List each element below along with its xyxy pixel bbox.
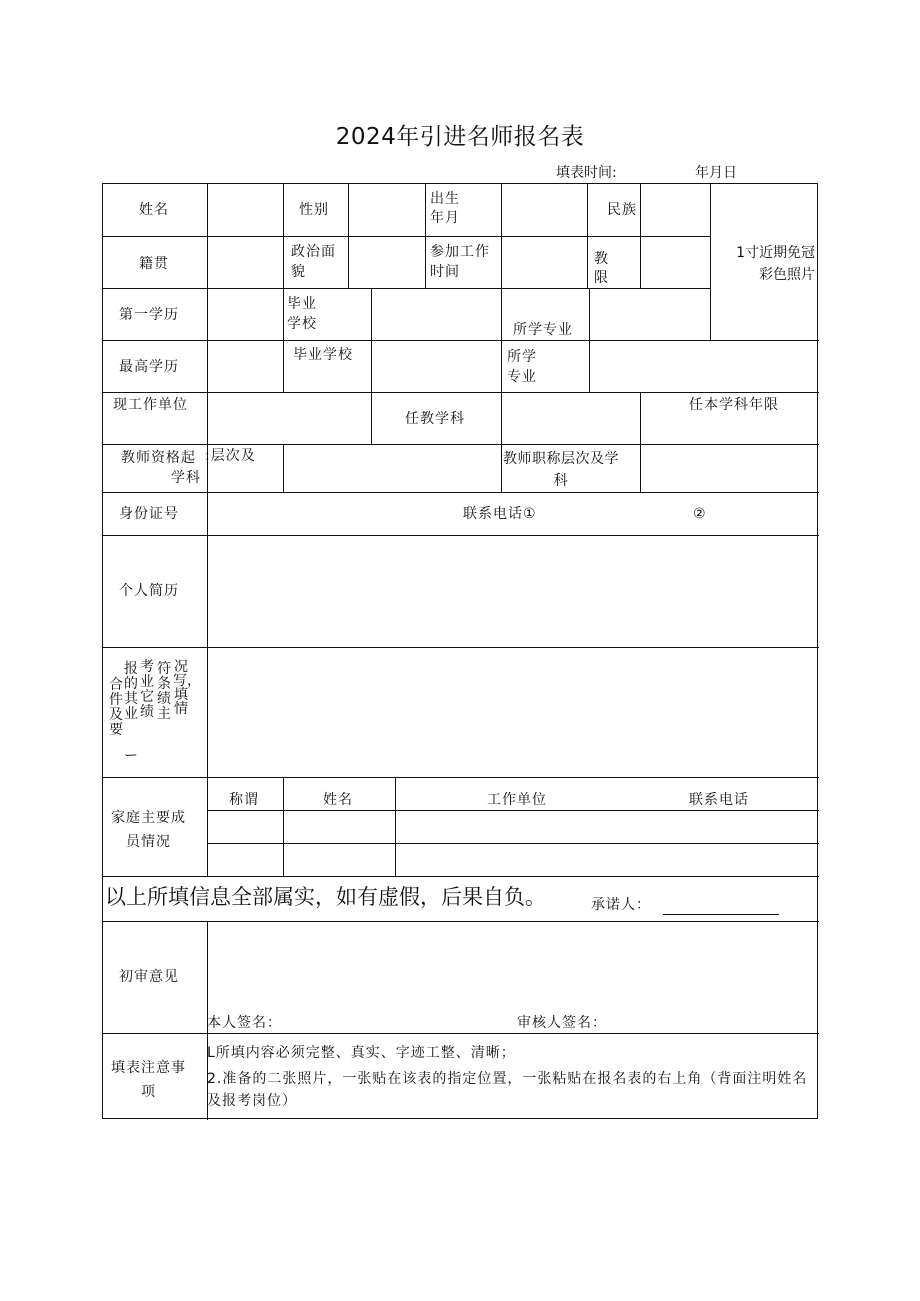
- label-native-place: 籍贯: [139, 256, 169, 272]
- label-gender: 性别: [299, 202, 329, 218]
- label-highest-school: 毕业学校: [293, 347, 353, 363]
- label-title-level: 教师职称层次及学 科: [503, 451, 619, 489]
- col-divider: [283, 777, 284, 876]
- col-divider: [283, 184, 284, 288]
- label-achievements-col: 考业它绩: [140, 659, 154, 720]
- fill-date-label: 填表时间:: [556, 165, 617, 181]
- col-divider: [501, 444, 502, 492]
- col-divider: [283, 340, 284, 392]
- label-achievements-col: 况写，填情: [173, 659, 201, 717]
- label-achievements-col: 报的其业: [124, 661, 138, 722]
- row-divider: [103, 1033, 819, 1034]
- col-divider: [283, 444, 284, 492]
- family-header-title: 称谓: [229, 792, 259, 808]
- row-divider: [207, 843, 819, 844]
- col-divider: [501, 288, 502, 392]
- label-subject: 任教学科: [405, 411, 465, 427]
- label-initial-review: 初审意见: [119, 969, 179, 985]
- label-first-school: 毕业 学校: [287, 296, 317, 332]
- label-family: 家庭主要成 员情况: [111, 810, 186, 850]
- row-divider: [103, 236, 710, 237]
- row-divider: [103, 288, 710, 289]
- label-cert-a: 教师资格起: [121, 450, 196, 466]
- row-divider: [207, 810, 819, 811]
- family-header-phone: 联系电话: [689, 792, 749, 808]
- col-divider: [589, 288, 590, 392]
- col-divider: [710, 184, 711, 340]
- label-reviewer-signature: 审核人签名：: [517, 1015, 607, 1031]
- col-divider: [640, 444, 641, 492]
- label-highest-degree: 最高学历: [119, 359, 179, 375]
- label-political: 政治面 貌: [291, 244, 336, 280]
- row-divider: [103, 921, 819, 922]
- form-title: 2024年引进名师报名表: [335, 124, 585, 150]
- label-highest-major: 所学 专业: [507, 349, 537, 385]
- col-divider: [501, 184, 502, 288]
- row-divider: [103, 777, 819, 778]
- label-name: 姓名: [139, 202, 169, 218]
- col-divider: [395, 777, 396, 876]
- col-divider: [640, 392, 641, 444]
- row-divider: [103, 340, 819, 341]
- pledge-signature-line: [663, 914, 779, 915]
- note-item-2: 2.准备的二张照片，一张贴在该表的指定位置，一张粘贴在报名表的右上角（背面注明姓名及报考岗位）: [207, 1071, 808, 1109]
- col-divider: [371, 288, 372, 392]
- label-achievements-col: 合件及要: [109, 677, 123, 738]
- label-id-number: 身份证号: [119, 506, 179, 522]
- family-header-name: 姓名: [323, 792, 353, 808]
- col-divider: [348, 184, 349, 288]
- label-cert-c: 学科: [171, 470, 201, 486]
- col-divider: [640, 184, 641, 288]
- row-divider: [103, 535, 819, 536]
- pledge-signer-label: 承诺人：: [591, 897, 651, 913]
- col-divider: [501, 392, 502, 444]
- col-divider: [207, 184, 208, 392]
- label-first-major: 所学专业: [513, 322, 573, 338]
- col-divider: [425, 184, 426, 288]
- label-teach-years: 教 限: [594, 251, 609, 286]
- registration-form: [102, 183, 818, 1119]
- label-birth: 出生 年月: [430, 191, 460, 226]
- family-header-workplace: 工作单位: [487, 792, 547, 808]
- label-resume: 个人简历: [119, 583, 179, 599]
- row-divider: [103, 876, 819, 877]
- pledge-text: 以上所填信息全部属实，如有虚假，后果自负。: [105, 885, 546, 909]
- note-item-1: L所填内容必须完整、真实、字迹工整、清晰；: [207, 1045, 516, 1061]
- col-divider: [587, 184, 588, 288]
- row-divider: [103, 392, 819, 393]
- label-phone: 联系电话①: [463, 506, 537, 522]
- label-phone-2: ②: [693, 506, 707, 522]
- photo-placeholder: 1寸近期免冠 彩色照片: [736, 245, 815, 283]
- row-divider: [103, 647, 819, 648]
- label-workplace: 现工作单位: [113, 397, 188, 413]
- label-achievements-marker: ー: [124, 748, 138, 764]
- row-divider: [103, 444, 819, 445]
- row-divider: [103, 492, 819, 493]
- label-cert-b: :层次及: [205, 448, 256, 464]
- label-self-signature: 本人签名：: [207, 1015, 282, 1031]
- label-notes: 填表注意事 项: [111, 1060, 186, 1100]
- col-divider: [371, 392, 372, 444]
- col-divider: [283, 288, 284, 340]
- label-ethnicity: 民族: [607, 202, 637, 218]
- label-work-start: 参加工作 时间: [430, 244, 490, 280]
- label-subject-years: 任本学科年限: [689, 397, 779, 413]
- label-first-degree: 第一学历: [119, 307, 179, 323]
- label-achievements-col: 符条绩主: [157, 661, 171, 722]
- fill-date-suffix: 年月日: [695, 165, 737, 181]
